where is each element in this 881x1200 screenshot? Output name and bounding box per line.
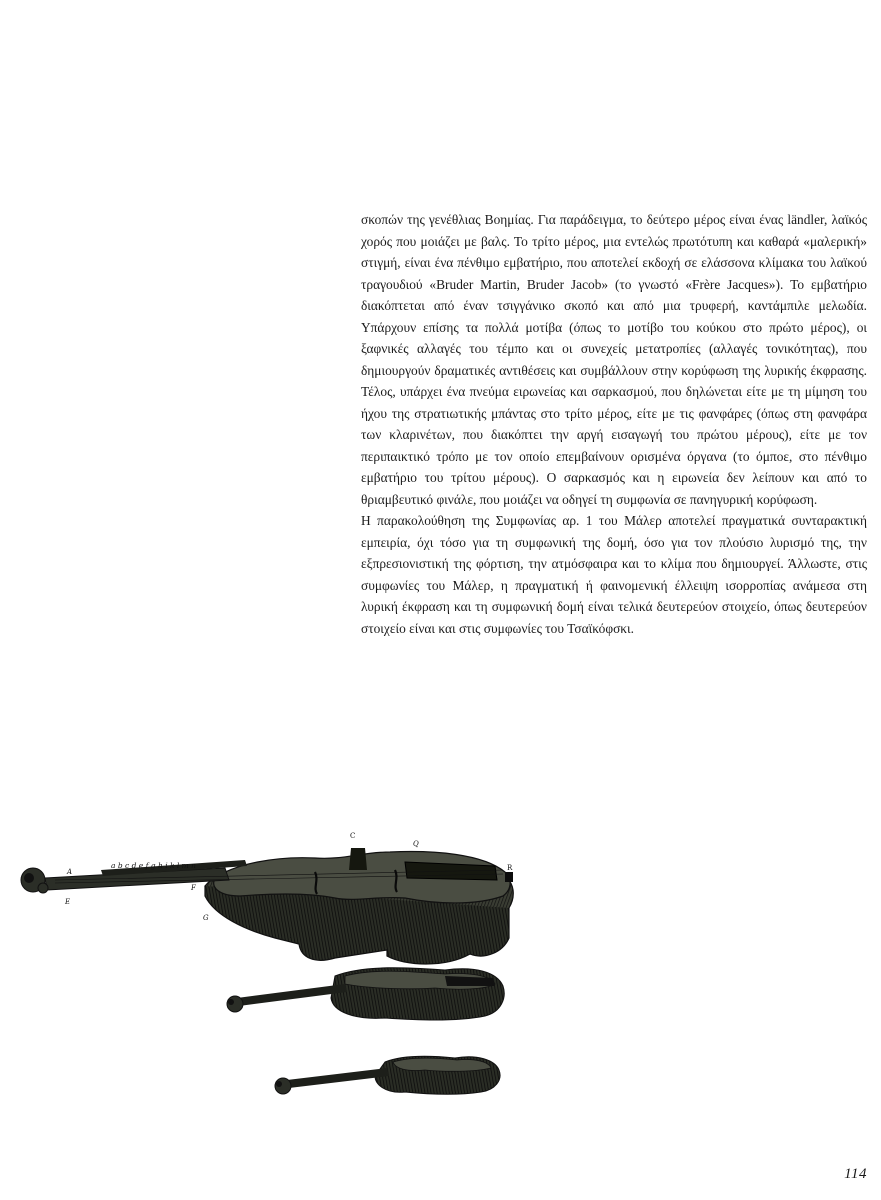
label-E: E <box>65 898 71 906</box>
medium-violin <box>227 968 504 1020</box>
label-C: C <box>350 832 356 840</box>
label-Q: Q <box>413 840 419 848</box>
neck-letters: a b c d e f g h i k l m n <box>111 861 197 870</box>
large-violin <box>21 848 513 964</box>
body-text <box>361 209 867 639</box>
label-F: F <box>191 884 196 892</box>
small-violin <box>275 1056 500 1094</box>
label-G: G <box>203 914 209 922</box>
label-R: R <box>507 864 513 872</box>
page-number: 114 <box>844 1166 867 1182</box>
label-A: A <box>67 868 73 876</box>
paragraph-2: Η παρακολούθηση της Συμφωνίας αρ. 1 του Μάλερ αποτελεί πραγματικά συνταρακτική εμπειρία, όχι τόσο για τη συμφωνική της δομή, όσο για τον πλούσιο λυρισμό της, την εξπρεσιονιστική της φόρτιση, την ατμόσφαιρα και το κλίμα που δημιουργεί. Άλλωστε, στις συμφωνίες του Μάλερ, η πραγματική ή φαινομενική έλλειψη ισορροπίας ανάμεσα στη λυρική έκφραση και τη συμφωνική δομή είναι τελικά δευτερεύον στοιχείο, όπως δευτερεύον στοιχείο είναι και στις συμφωνίες του Τσαϊκόφσκι. <box>361 513 867 636</box>
paragraph-1: σκοπών της γενέθλιας Βοημίας. Για παράδειγμα, το δεύτερο μέρος είναι ένας ländler, λαϊκός χορός που μοιάζει με βαλς. Το τρίτο μέρος, μια εντελώς πρωτότυπη και καθαρά «μαλερική» στιγμή, είναι ένα πένθιμο εμβατήριο, που αποτελεί εκδοχή σε ελάσσονα κλίμακα του λαϊκού τραγουδιού «Bruder Martin, Bruder Jacob» (το γνωστό «Frère Jacques»). Το εμβατήριο διακόπτεται από έναν τσιγγάνικο σκοπό και από μια τρυφερή, καντάμπιλε μελωδία. Υπάρχουν επίσης τα πολλά μοτίβα (όπως το μοτίβο του κούκου στο πρώτο μέρος), οι ξαφνικές αλλαγές του τέμπο και οι συνεχείς μετατροπίες (αλλαγές τονικότητας), που δημιουργούν δραματικές αντιθέσεις και συμβάλλουν στην κορύφωση της λυρικής έκφρασης. Τέλος, υπάρχει ένα πνεύμα ειρωνείας και σαρκασμού, που δηλώνεται είτε με τη μίμηση του ήχου της στρατιωτικής μπάντας στο τρίτο μέρος, είτε με τις φανφάρες (όπως στη φανφάρα των κλαρινέτων, που διακόπτει την αργή εισαγωγή του πρώτου μέρους), είτε με τον περιπαικτικό τρόπο με τον οποίο επεμβαίνουν ορισμένα όργανα (το όμποε, στο πένθιμο εμβατήριο του τρίτου μέρους). Ο σαρκασμός και η ειρωνεία δεν λείπουν και από το θριαμβευτικό φινάλε, που μοιάζει να οδηγεί τη συμφωνία σε πανηγυρική κορύφωση. <box>361 212 867 507</box>
violin-engraving-icon <box>15 826 525 1106</box>
